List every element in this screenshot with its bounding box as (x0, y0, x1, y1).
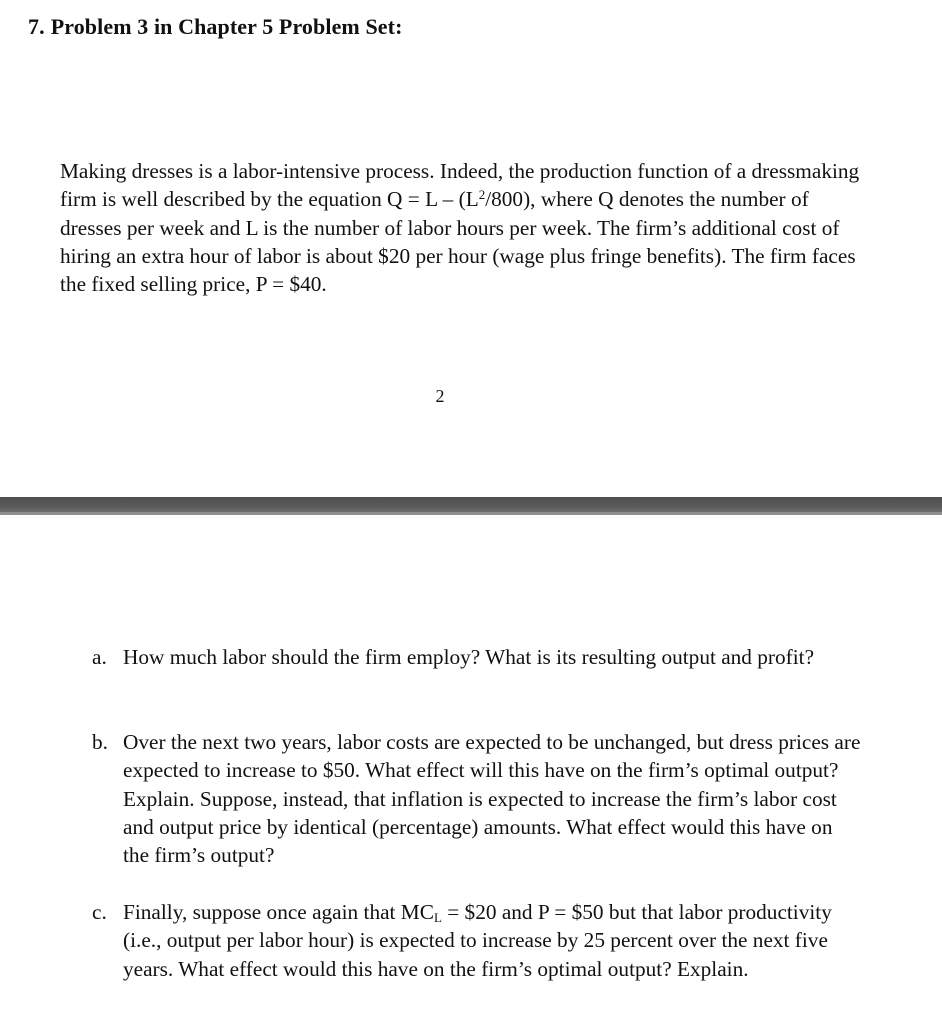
question-c (92, 898, 862, 983)
question-a-text: How much labor should the firm employ? What is its resulting output and profit? (123, 645, 815, 669)
question-a (92, 643, 862, 671)
page-top (0, 0, 942, 497)
problem-heading (28, 14, 403, 40)
page-number: 2 (435, 386, 445, 406)
description-part1: Making dresses is a labor-intensive process. Indeed, the production function of a dressmaking firm is well described by the equation Q = L – (L (60, 159, 860, 212)
page-separator (0, 497, 942, 515)
question-b-label: b. (92, 730, 108, 754)
question-b-text: Over the next two years, labor costs are expected to be unchanged, but dress prices are expected to increase to $50. What effect will this have on the firm’s optimal output? Explain. Suppose, instead, that inflation is expected to increase the firm’s labor cost and output price by identical (percentage) amounts. What effect would this have on the firm’s output? (123, 730, 861, 868)
question-c-label: c. (92, 900, 107, 924)
question-c-text-before: Finally, suppose once again that MC (123, 900, 434, 924)
description-part2: /800), where Q denotes the number of dresses per week and L is the number of labor hours per week. The firm’s additional cost of hiring an extra hour of labor is about $20 per hour (wage plus fringe benefits). The firm faces the fixed selling price, P = $40. (60, 187, 856, 297)
problem-number: 7. (28, 14, 45, 39)
question-c-text (123, 898, 862, 983)
question-c-text-after: = $20 and P = $50 but that labor productivity (i.e., output per labor hour) is expected to increase by 25 percent over the next five years. What effect would this have on the firm’s optimal output? Explain. (123, 900, 832, 981)
exponent: 2 (478, 187, 486, 203)
problem-description (60, 157, 860, 298)
question-a-label: a. (92, 645, 107, 669)
problem-title: Problem 3 in Chapter 5 Problem Set: (50, 14, 403, 39)
mc-subscript: L (433, 910, 442, 925)
question-b (92, 728, 862, 869)
